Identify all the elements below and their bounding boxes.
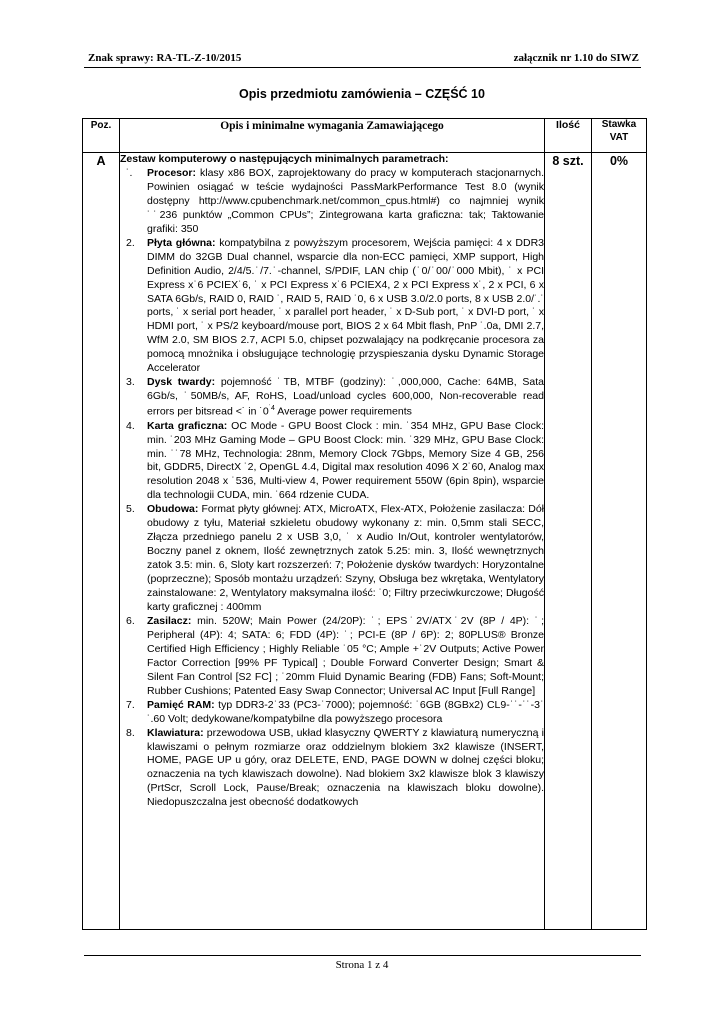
header-vat-line2: VAT xyxy=(609,131,629,143)
row-quantity: 8 szt. xyxy=(545,153,592,930)
list-item-text: pojemność ˙TB, MTBF (godziny): ˙,000,000, Cache: 64MB, Sata 6Gb/s, ˙50MB/s, AF, RoHS, Load/unload cycles 600,000, Non-recoverable read errors per bitsread <˙ in ˙0 xyxy=(147,376,544,418)
list-item-label: Obudowa: xyxy=(147,503,199,516)
list-item-label: Pamięć RAM: xyxy=(147,698,215,711)
list-item-text: typ DDR3-2˙33 (PC3-˙7000); pojemność: ˙6GB (8GBx2) CL9-˙˙-˙˙-3˙ ˙.60 Volt; dedykowane/kompatybilne dla powyższego procesora xyxy=(147,698,544,725)
list-item-number: 3. xyxy=(126,376,135,389)
table-header-row xyxy=(83,119,647,153)
list-item-text: klasy x86 BOX, zaprojektowany do pracy w komputerach stacjonarnych. Powinien osiągać w teście wydajności PassMarkPerformance Test 8.0 (wynik dostępny http://www.cpubenchmark.net/common_cpus.html#) co najmniej wynik ˙˙236 punktów „Common CPUs”; Zintegrowana karta graficzna: tak; Taktowanie grafiki: 350 xyxy=(147,166,544,235)
list-item-number: 5. xyxy=(126,503,135,516)
list-item-text-continued: Average power requirements xyxy=(274,405,412,418)
list-item xyxy=(120,237,544,377)
page-header xyxy=(84,50,641,68)
header-ilosc: Ilość xyxy=(545,119,592,153)
list-item-number: 4. xyxy=(126,419,135,432)
list-item-label: Karta graficzna: xyxy=(147,419,228,432)
list-item-label: Klawiatura: xyxy=(147,726,204,739)
list-item-number: 7. xyxy=(126,698,135,711)
list-item xyxy=(120,699,544,727)
list-item-label: Płyta główna: xyxy=(147,236,216,249)
list-item xyxy=(120,727,544,811)
list-item xyxy=(120,167,544,237)
table-row xyxy=(83,153,647,930)
list-item-text: OC Mode - GPU Boost Clock : min. ˙354 MHz, GPU Base Clock: min. ˙203 MHz Gaming Mode – GPU Boost Clock: min. ˙329 MHz, GPU Base Clock: min. ˙˙78 MHz, Technologia: 28nm, Memory Clock 7Gbps, Memory Size 4 GB, 256 bit, GDDR5, DirectX ˙2, OpenGL 4.4, Digital max resolution 4096 X 2˙60, Analog max resolution 2048 x ˙536, Multi-view 4, Power requirement 550W (6pin 8pin), wsparcie dla technologii CUDA, min. ˙664 rdzenie CUDA. xyxy=(147,419,545,502)
document-title: Opis przedmiotu zamówienia – CZĘŚĆ 10 xyxy=(239,87,485,101)
list-item xyxy=(120,503,544,615)
row-intro: Zestaw komputerowy o następujących minimalnych parametrach: xyxy=(120,153,449,165)
list-item-text: min. 520W; Main Power (24/20P): ˙; EPS˙2V/ATX˙2V (8P / 4P): ˙; Peripheral (4P): 4; SATA: 6; FDD (4P): ˙; PCI-E (8P / 6P): 2; 80PLUS® Bronze Certified High Efficiency ; Highly Reliable ˙05 °C; Ample +˙2V Outputs; Active Power Factor Correction [99% PF Typical] ; Double Forward Converter Design; Smart & Silent Fan Control [S2 FC] ; ˙20mm Fluid Dynamic Bearing (FDB) Fans; Soft-Mount; Rubber Cushions; Patented Easy Swap Connector; Universal AC Input [Full Range] xyxy=(147,614,544,697)
list-item-superscript: ˙4 xyxy=(268,405,275,413)
header-opis: Opis i minimalne wymagania Zamawiającego xyxy=(120,119,545,153)
spec-items-list xyxy=(120,167,544,810)
list-item xyxy=(120,615,544,699)
header-vat-line1: Stawka xyxy=(601,119,637,130)
list-item xyxy=(120,420,544,504)
footer-divider xyxy=(84,955,641,956)
attachment-label: załącznik nr 1.10 do SIWZ xyxy=(513,52,639,64)
page-footer: Strona 1 z 4 xyxy=(335,959,389,971)
header-poz: Poz. xyxy=(83,119,120,153)
list-item-number: 6. xyxy=(126,614,135,627)
list-item-label: Procesor: xyxy=(147,166,197,179)
list-item-text: Format płyty głównej: ATX, MicroATX, Flex-ATX, Położenie zasilacza: Dół obudowy z tyłu, Materiał szkieletu obudowy wykonany z: min. 0,5mm stali SECC, Złącza przedniego panelu 2 x USB 3,0, ˙ x Audio In/Out, kontroler wentylatorów, Boczny panel z oknem, Ilość zewnętrznych zatok 5.25: min. 3, Ilość wewnętrznych zatok 3.5: min. 6, Sloty kart rozszerzeń: 7; Położenie dysków twardych: Horyzontalne (poprzeczne); Sposób montażu urządzeń: Szyny, Obsługa bez wkrętaka, Wentylatory zainstalowane: 2, Wentylatory maksymalna ilość: ˙0; Filtry przeciwkurczowe; Długość karty graficznej : 400mm xyxy=(147,503,544,613)
list-item-text: przewodowa USB, układ klasyczny QWERTY z klawiaturą numeryczną i klawiszami o pełnym rozmiarze oraz oddzielnym blokiem 3x2 klawisze (INSERT, HOME, PAGE UP u góry, oraz DELETE, END, PAGE DOWN w dolnej części bloku; oznaczenia na tych klawiszach dowolne). Nad blokiem 3x2 klawisze blok 3 klawiszy (PrtScr, Scroll Lock, Pause/Break; oznaczenia na klawiszach bloku dowolne). Niedopuszczalna jest obecność dodatkowych xyxy=(147,726,544,809)
list-item-text: kompatybilna z powyższym procesorem, Wejścia pamięci: 4 x DDR3 DIMM do 32GB Dual channel, wsparcie dla non-ECC pamięci, XMP support, High Definition Audio, 2/4/5.˙/7.˙-channel, S/PDIF, LAN chip (˙0/˙00/˙000 Mbit), ˙ x PCI Express x˙6 PCIEX˙6, ˙ x PCI Express x˙6 PCIEX4, 2 x PCI Express x˙, 2 x PCI, 6 x SATA 6Gb/s, RAID 0, RAID ˙, RAID 5, RAID ˙0, 6 x USB 3.0/2.0 ports, 8 x USB 2.0/˙.˙ ports, ˙ x serial port header, ˙ x parallel port header, ˙ x D-Sub port, ˙ x DVI-D port, ˙ x HDMI port, ˙ x PS/2 keyboard/mouse port, BIOS 2 x 64 Mbit flash, PnP ˙.0a, DMI 2.7, WfM 2.0, SM BIOS 2.7, ACPI 5.0, chipset pozwalający na podkręcanie procesora za pomocą mnożnika i obsługujące technologię przyspieszania dysku Dynamic Storage Accelerator xyxy=(147,236,544,375)
list-item-number: 8. xyxy=(126,726,135,739)
case-number: Znak sprawy: RA-TL-Z-10/2015 xyxy=(88,52,242,64)
list-item xyxy=(120,376,544,419)
list-item-label: Dysk twardy: xyxy=(147,376,216,389)
specification-table xyxy=(82,118,647,930)
list-item-label: Zasilacz: xyxy=(147,614,192,627)
row-description xyxy=(120,153,545,930)
header-vat xyxy=(592,119,647,153)
row-poz: A xyxy=(83,153,120,930)
list-item-number: 2. xyxy=(126,236,135,249)
row-vat: 0% xyxy=(592,153,647,930)
list-item-number: ˙. xyxy=(126,166,133,179)
